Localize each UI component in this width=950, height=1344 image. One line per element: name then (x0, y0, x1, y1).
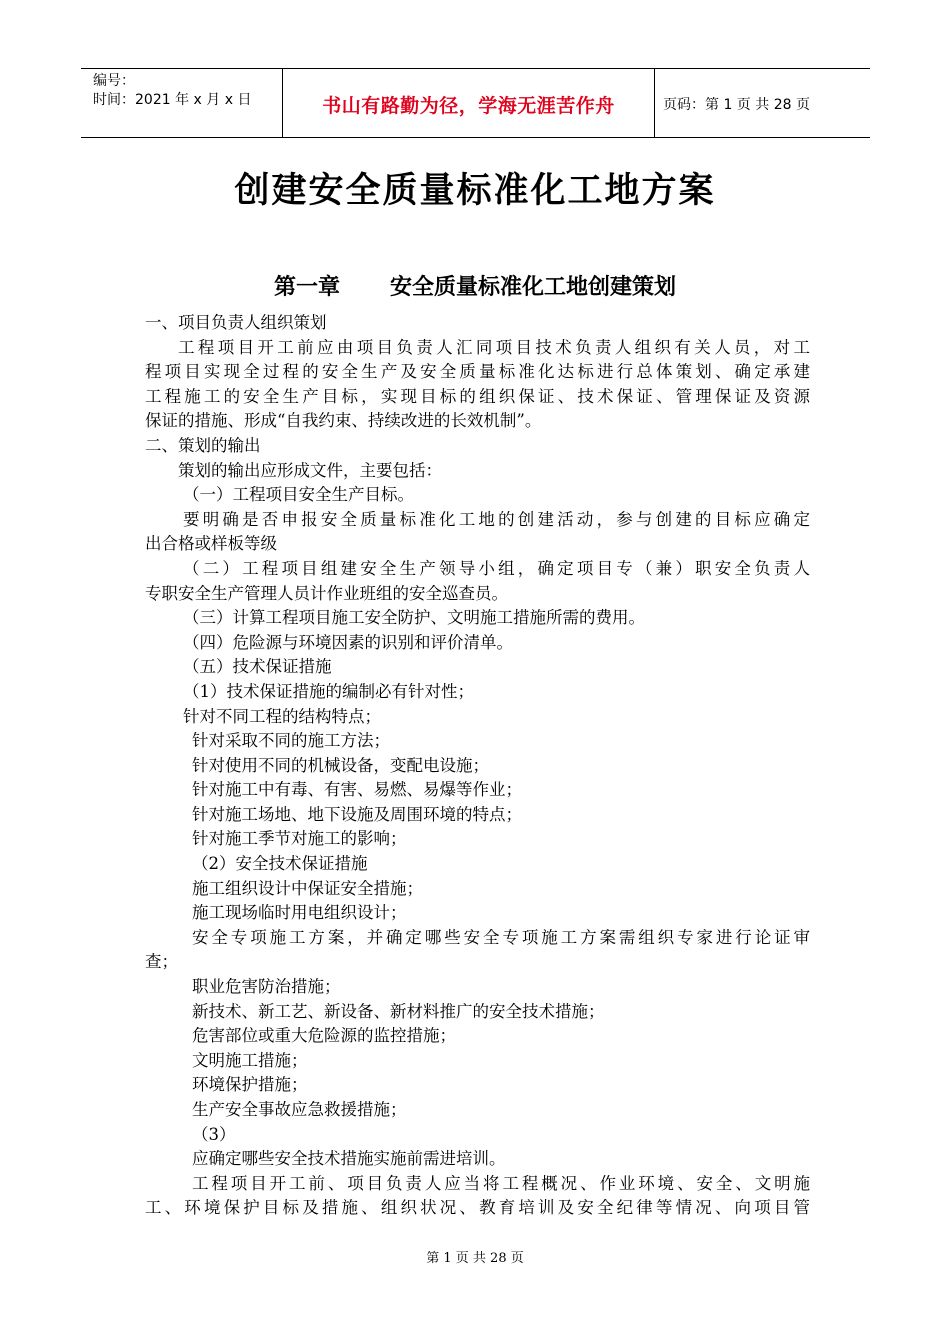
paragraph-line: 工程施工的安全生产目标，实现目标的组织保证、技术保证、管理保证及资源 (145, 386, 810, 406)
paragraph-line: （2）安全技术保证措施 (192, 854, 368, 874)
paragraph-line: 施工组织设计中保证安全措施； (192, 878, 423, 898)
document-body (145, 311, 810, 1221)
header-table (81, 68, 870, 138)
paragraph-line: 出合格或样板等级 (145, 534, 277, 554)
paragraph-line: （二）工程项目组建安全生产领导小组，确定项目专（兼）职安全负责人 (183, 558, 810, 578)
paragraph-line: 保证的措施、形成“自我约束、持续改进的长效机制”。 (145, 411, 542, 431)
paragraph-line: （一）工程项目安全生产目标。 (183, 485, 414, 505)
header-meta-cell (81, 69, 282, 137)
section-heading: 二、策划的输出 (145, 435, 261, 455)
header-motto-cell (283, 69, 654, 137)
paragraph-line: 施工现场临时用电组织设计； (192, 903, 407, 923)
paragraph-line: 工程项目开工前应由项目负责人汇同项目技术负责人组织有关人员，对工 (178, 337, 810, 357)
section-heading: 一、项目负责人组织策划 (145, 313, 327, 332)
paragraph-line: 职业危害防治措施； (192, 977, 341, 997)
paragraph-line: （四）危险源与环境因素的识别和评价清单。 (183, 632, 513, 652)
header-page-info: 页码：第 1 页 共 28 页 (663, 97, 810, 113)
paragraph-line: 工、环境保护目标及措施、组织状况、教育培训及安全纪律等情况、向项目管 (145, 1198, 810, 1218)
page-footer: 第 1 页 共 28 页 (426, 1251, 524, 1266)
paragraph-line: 针对施工场地、地下设施及周围环境的特点； (192, 804, 522, 824)
paragraph-line: 危害部位或重大危险源的监控措施； (192, 1026, 456, 1046)
paragraph-line: （1）技术保证措施的编制必有针对性； (183, 681, 474, 701)
document-title: 创建安全质量标准化工地方案 (234, 171, 716, 211)
document-number-label: 编号： (93, 73, 135, 89)
paragraph-line: 专职安全生产管理人员计作业班组的安全巡查员。 (145, 583, 508, 603)
chapter-title: 安全质量标准化工地创建策划 (390, 275, 677, 300)
paragraph-line: 针对施工中有毒、有害、易燃、易爆等作业； (192, 780, 522, 800)
paragraph-line: （五）技术保证措施 (183, 657, 332, 677)
paragraph-line: 安全专项施工方案，并确定哪些安全专项施工方案需组织专家进行论证审 (192, 927, 810, 947)
chapter-heading (0, 270, 950, 301)
paragraph-line: （三）计算工程项目施工安全防护、文明施工措施所需的费用。 (183, 608, 645, 628)
paragraph-line: 应确定哪些安全技术措施实施前需进培训。 (192, 1149, 506, 1169)
paragraph-line: 工程项目开工前、项目负责人应当将工程概况、作业环境、安全、文明施 (192, 1173, 810, 1193)
paragraph-line: 生产安全事故应急救援措施； (192, 1100, 407, 1119)
paragraph-line: 针对施工季节对施工的影响； (192, 829, 407, 849)
paragraph-line: （3） (192, 1124, 236, 1144)
header-divider (654, 69, 655, 137)
paragraph-line: 新技术、新工艺、新设备、新材料推广的安全技术措施； (192, 1001, 605, 1021)
paragraph-line: 策划的输出应形成文件，主要包括： (178, 460, 442, 480)
paragraph-line: 针对采取不同的施工方法； (192, 731, 390, 751)
document-time-label: 时间：2021 年 x 月 x 日 (93, 92, 252, 108)
paragraph-line: 环境保护措施； (192, 1075, 308, 1095)
paragraph-line: 要明确是否申报安全质量标准化工地的创建活动，参与创建的目标应确定 (183, 509, 810, 529)
paragraph-line: 针对使用不同的机械设备，变配电设施； (192, 755, 489, 775)
paragraph-line: 程项目实现全过程的安全生产及安全质量标准化达标进行总体策划、确定承建 (145, 362, 810, 382)
paragraph-line: 针对不同工程的结构特点； (183, 706, 381, 726)
paragraph-line: 文明施工措施； (192, 1050, 308, 1070)
paragraph-line: 查； (145, 952, 178, 972)
chapter-number: 第一章 (273, 275, 340, 300)
header-motto: 书山有路勤为径，学海无涯苦作舟 (322, 94, 615, 117)
